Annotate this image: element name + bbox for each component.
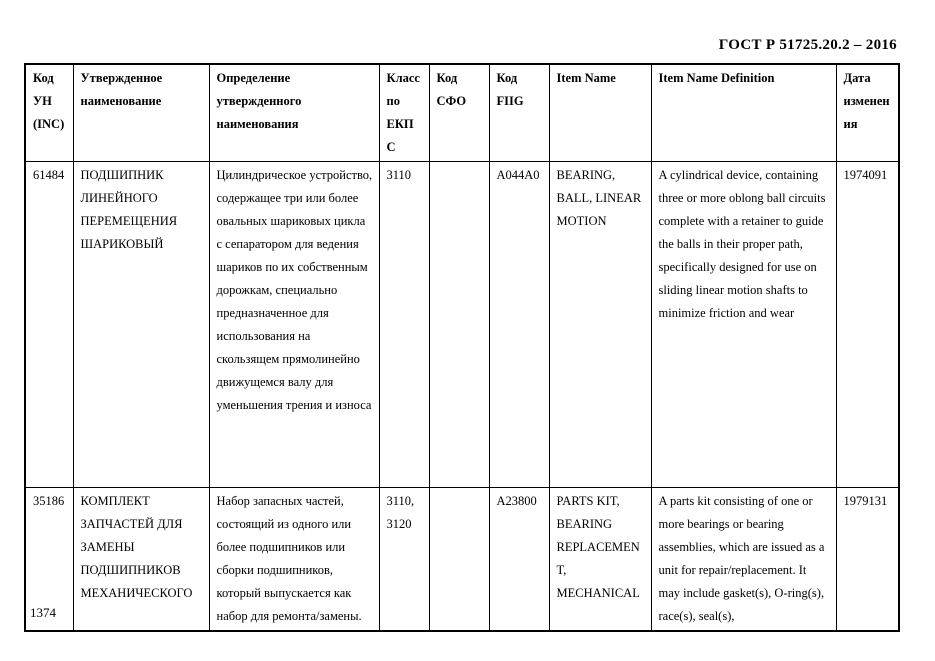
cell-approved-name: ПОДШИПНИК ЛИНЕЙНОГО ПЕРЕМЕЩЕНИЯ ШАРИКОВЫЙ: [73, 162, 209, 488]
cell-inc-code: 61484: [25, 162, 73, 488]
items-table: [24, 63, 900, 632]
cell-approved-name-definition: Набор запасных частей, состоящий из одного или более подшипников или сборки подшипников, который выпускается как набор для ремонта/замены.: [209, 488, 379, 632]
column-header-approved-name: Утвержденное наименование: [73, 64, 209, 162]
cell-approved-name-definition: Цилиндрическое устройство, содержащее три или более овальных шариковых цикла с сепаратором для ведения шариков по их собственным дорожкам, специально предназначенное для использования на скользящем прямолинейно движущемся валу для уменьшения трения и износа: [209, 162, 379, 488]
table-header-row: [25, 64, 899, 162]
column-header-item-name-definition: Item Name Definition: [651, 64, 836, 162]
column-header-ekps-class: Класс по ЕКПС: [379, 64, 429, 162]
column-header-inc-code: Код УН (INC): [25, 64, 73, 162]
cell-item-name: PARTS KIT, BEARING REPLACEMENT, MECHANICAL: [549, 488, 651, 632]
cell-change-date: 1979131: [836, 488, 899, 632]
column-header-item-name: Item Name: [549, 64, 651, 162]
page-number: 1374: [30, 605, 56, 620]
cell-fiig-code: A23800: [489, 488, 549, 632]
document-title: ГОСТ Р 51725.20.2 – 2016: [718, 37, 897, 53]
column-header-approved-name-definition: Определение утвержденного наименования: [209, 64, 379, 162]
table-row: [25, 162, 899, 488]
table-row: [25, 488, 899, 632]
column-header-sfo-code: Код СФО: [429, 64, 489, 162]
cell-inc-code: 35186: [25, 488, 73, 632]
cell-sfo-code: [429, 162, 489, 488]
cell-approved-name: КОМПЛЕКТ ЗАПЧАСТЕЙ ДЛЯ ЗАМЕНЫ ПОДШИПНИКОВ МЕХАНИЧЕСКОГО: [73, 488, 209, 632]
cell-item-name-definition: A parts kit consisting of one or more bearings or bearing assemblies, which are issued as a unit for repair/replacement. It may include gasket(s), O-ring(s), race(s), seal(s),: [651, 488, 836, 632]
column-header-change-date: Дата изменения: [836, 64, 899, 162]
cell-ekps-class: 3110: [379, 162, 429, 488]
column-header-fiig-code: Код FIIG: [489, 64, 549, 162]
cell-fiig-code: A044A0: [489, 162, 549, 488]
cell-item-name: BEARING, BALL, LINEAR MOTION: [549, 162, 651, 488]
cell-ekps-class: 3110, 3120: [379, 488, 429, 632]
cell-sfo-code: [429, 488, 489, 632]
cell-item-name-definition: A cylindrical device, containing three or more oblong ball circuits complete with a retainer to guide the balls in their proper path, specifically designed for use on sliding linear motion shafts to minimize friction and wear: [651, 162, 836, 488]
cell-change-date: 1974091: [836, 162, 899, 488]
